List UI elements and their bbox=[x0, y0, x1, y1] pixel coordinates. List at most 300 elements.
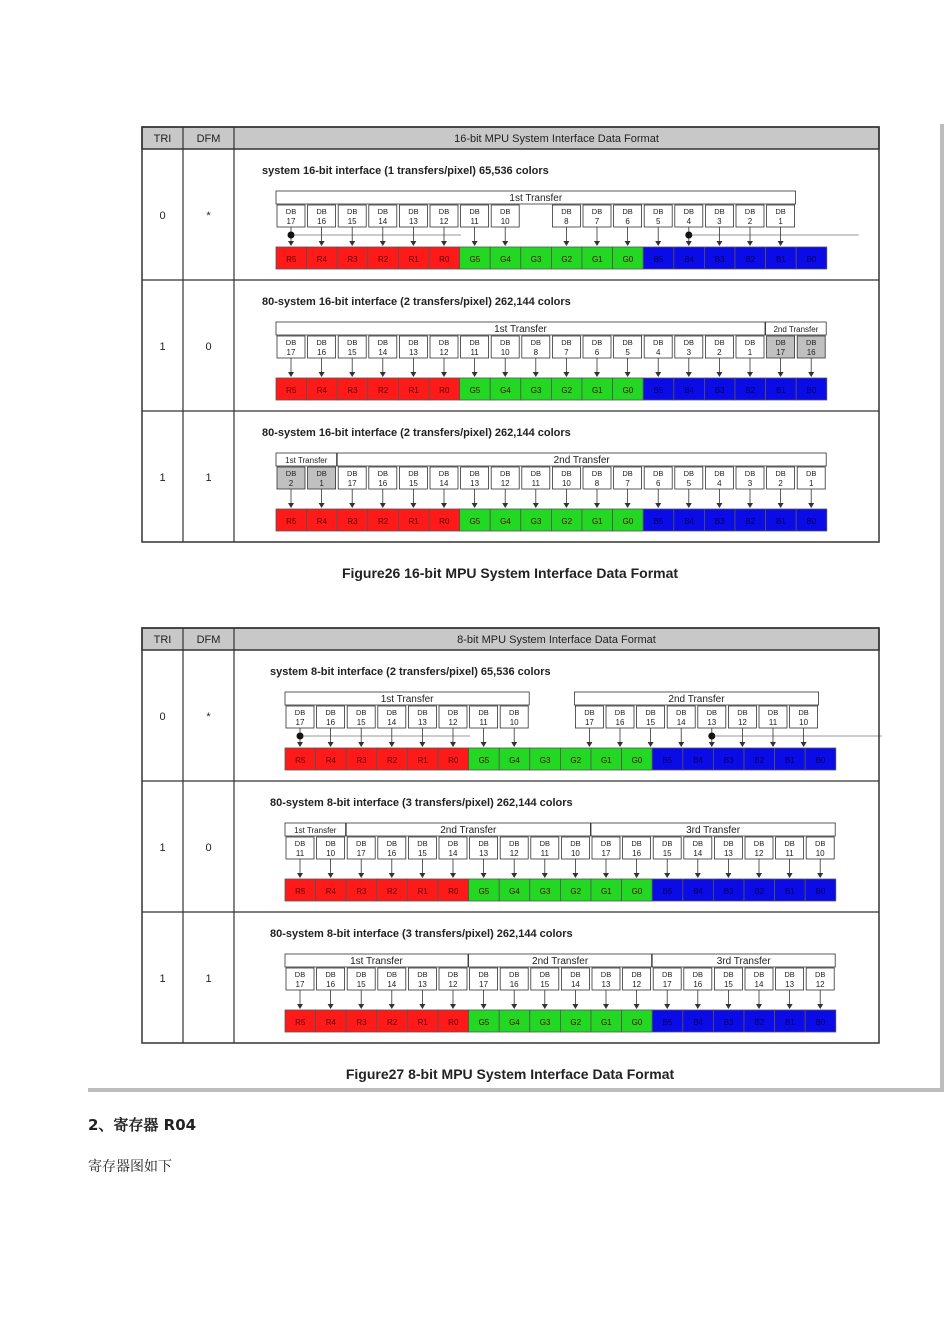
db-number: 13 bbox=[408, 348, 418, 357]
db-number: 2 bbox=[778, 479, 783, 488]
pixel-label: B1 bbox=[776, 517, 786, 526]
arrow-down-icon bbox=[563, 241, 569, 246]
pixel-label: B1 bbox=[785, 1018, 795, 1027]
row-heading: system 16-bit interface (1 transfers/pixel) 65,536 colors bbox=[262, 165, 549, 177]
arrow-down-icon bbox=[716, 241, 722, 246]
arrow-down-icon bbox=[664, 1004, 670, 1009]
arrow-down-icon bbox=[739, 742, 745, 747]
arrow-down-icon bbox=[542, 1004, 548, 1009]
pixel-label: R3 bbox=[347, 386, 358, 395]
arrow-down-icon bbox=[481, 742, 487, 747]
db-number: 16 bbox=[693, 980, 703, 989]
db-number: 13 bbox=[723, 849, 733, 858]
db-number: 14 bbox=[754, 980, 764, 989]
db-prefix: DB bbox=[386, 839, 398, 848]
pixel-label: R4 bbox=[316, 255, 328, 264]
pixel-label: B4 bbox=[684, 386, 694, 395]
pixel-label: G4 bbox=[500, 386, 511, 395]
arrow-down-icon bbox=[410, 372, 416, 377]
db-prefix: DB bbox=[631, 970, 642, 979]
db-number: 14 bbox=[387, 980, 397, 989]
pixel-label: B2 bbox=[754, 1018, 765, 1027]
pixel-label: R2 bbox=[377, 517, 389, 526]
pixel-label: R3 bbox=[347, 517, 358, 526]
pixel-label: B1 bbox=[785, 756, 795, 765]
pixel-label: G1 bbox=[600, 1018, 612, 1027]
arrow-down-icon bbox=[288, 503, 294, 508]
db-prefix: DB bbox=[744, 338, 756, 347]
arrow-down-icon bbox=[389, 1004, 395, 1009]
db-number: 13 bbox=[417, 718, 427, 727]
arrow-down-icon bbox=[380, 372, 386, 377]
arrow-down-icon bbox=[472, 241, 478, 246]
pixel-label: G5 bbox=[469, 255, 481, 264]
pixel-label: B3 bbox=[723, 887, 734, 896]
db-number: 17 bbox=[662, 980, 672, 989]
db-prefix: DB bbox=[591, 338, 603, 347]
db-number: 17 bbox=[295, 718, 305, 727]
db-prefix: DB bbox=[478, 970, 489, 979]
db-prefix: DB bbox=[325, 708, 336, 717]
pixel-label: B3 bbox=[714, 517, 725, 526]
header-dfm: DFM bbox=[196, 634, 221, 646]
arrow-down-icon bbox=[808, 372, 814, 377]
body-text: 寄存器图如下 bbox=[88, 1159, 172, 1175]
arrow-down-icon bbox=[686, 241, 692, 246]
pixel-label: G1 bbox=[600, 887, 612, 896]
arrow-down-icon bbox=[511, 1004, 517, 1009]
db-number: 13 bbox=[417, 980, 427, 989]
db-prefix: DB bbox=[438, 338, 450, 347]
arrow-down-icon bbox=[450, 1004, 456, 1009]
db-number: 17 bbox=[286, 348, 296, 357]
db-prefix: DB bbox=[469, 207, 480, 216]
pixel-label: B1 bbox=[776, 255, 786, 264]
db-number: 2 bbox=[717, 348, 722, 357]
db-number: 15 bbox=[408, 479, 418, 488]
arrow-down-icon bbox=[419, 1004, 425, 1009]
pixel-label: G4 bbox=[509, 1018, 520, 1027]
db-prefix: DB bbox=[622, 469, 633, 478]
pixel-label: R5 bbox=[286, 386, 297, 395]
db-prefix: DB bbox=[469, 338, 480, 347]
arrow-down-icon bbox=[380, 241, 386, 246]
db-number: 12 bbox=[737, 718, 747, 727]
pixel-label: R4 bbox=[316, 517, 328, 526]
arrow-down-icon bbox=[511, 873, 517, 878]
db-number: 12 bbox=[448, 718, 458, 727]
arrow-down-icon bbox=[695, 873, 701, 878]
db-number: 16 bbox=[317, 348, 327, 357]
arrow-down-icon bbox=[349, 241, 355, 246]
db-prefix: DB bbox=[591, 469, 603, 478]
arrow-down-icon bbox=[441, 241, 447, 246]
pixel-label: B5 bbox=[653, 386, 664, 395]
row-dfm: * bbox=[206, 711, 211, 723]
figure-1 bbox=[142, 127, 879, 581]
arrow-down-icon bbox=[319, 372, 325, 377]
db-prefix: DB bbox=[447, 970, 459, 979]
arrow-down-icon bbox=[664, 873, 670, 878]
arrow-down-icon bbox=[328, 742, 334, 747]
transfer-label: 1st Transfer bbox=[350, 956, 403, 967]
db-prefix: DB bbox=[499, 338, 511, 347]
arrow-down-icon bbox=[617, 742, 623, 747]
db-number: 17 bbox=[776, 348, 786, 357]
db-prefix: DB bbox=[737, 708, 748, 717]
db-number: 11 bbox=[470, 217, 479, 226]
pixel-label: B2 bbox=[754, 756, 765, 765]
arrow-down-icon bbox=[756, 873, 762, 878]
db-prefix: DB bbox=[652, 338, 664, 347]
db-prefix: DB bbox=[539, 970, 551, 979]
pixel-label: B0 bbox=[806, 386, 817, 395]
arrow-down-icon bbox=[678, 742, 684, 747]
pixel-label: G0 bbox=[631, 887, 643, 896]
db-number: 13 bbox=[470, 479, 480, 488]
db-number: 16 bbox=[509, 980, 519, 989]
arrow-down-icon bbox=[297, 1004, 303, 1009]
db-number: 3 bbox=[717, 217, 722, 226]
pixel-label: R4 bbox=[316, 386, 328, 395]
header-tri: TRI bbox=[153, 634, 172, 646]
db-number: 16 bbox=[806, 348, 816, 357]
db-prefix: DB bbox=[775, 207, 786, 216]
db-prefix: DB bbox=[316, 469, 327, 478]
pixel-label: G2 bbox=[570, 756, 582, 765]
db-number: 15 bbox=[356, 980, 366, 989]
arrow-down-icon bbox=[419, 873, 425, 878]
pixel-label: B0 bbox=[815, 887, 826, 896]
arrow-down-icon bbox=[655, 503, 661, 508]
pixel-label: R5 bbox=[286, 255, 297, 264]
db-prefix: DB bbox=[377, 469, 389, 478]
transfer-label: 2nd Transfer bbox=[668, 694, 725, 705]
pixel-label: G2 bbox=[561, 386, 573, 395]
db-prefix: DB bbox=[530, 469, 542, 478]
pixel-label: G5 bbox=[478, 1018, 490, 1027]
db-prefix: DB bbox=[478, 708, 489, 717]
pixel-label: B5 bbox=[662, 756, 673, 765]
db-number: 3 bbox=[747, 479, 753, 488]
db-prefix: DB bbox=[285, 207, 297, 216]
db-prefix: DB bbox=[408, 207, 419, 216]
arrow-down-icon bbox=[787, 873, 793, 878]
pixel-label: G4 bbox=[500, 255, 511, 264]
db-number: 17 bbox=[356, 849, 366, 858]
pixel-label: R0 bbox=[448, 887, 459, 896]
pixel-label: R1 bbox=[417, 756, 428, 765]
arrow-down-icon bbox=[572, 1004, 578, 1009]
pixel-label: B5 bbox=[662, 1018, 673, 1027]
db-prefix: DB bbox=[561, 469, 572, 478]
transfer-label: 1st Transfer bbox=[494, 324, 547, 335]
arrow-down-icon bbox=[328, 1004, 334, 1009]
db-number: 15 bbox=[723, 980, 733, 989]
pixel-label: G3 bbox=[539, 756, 551, 765]
db-number: 10 bbox=[799, 718, 809, 727]
db-prefix: DB bbox=[692, 970, 704, 979]
db-number: 14 bbox=[378, 348, 388, 357]
db-number: 15 bbox=[417, 849, 427, 858]
arrow-down-icon bbox=[725, 1004, 731, 1009]
db-prefix: DB bbox=[438, 207, 450, 216]
pixel-label: B1 bbox=[776, 386, 786, 395]
figure-title: 8-bit MPU System Interface Data Format bbox=[457, 634, 656, 646]
db-number: 2 bbox=[747, 217, 753, 226]
transfer-label: 2nd Transfer bbox=[553, 455, 610, 466]
db-number: 15 bbox=[356, 718, 366, 727]
db-number: 14 bbox=[387, 718, 397, 727]
db-prefix: DB bbox=[683, 207, 695, 216]
transfer-label: 2nd Transfer bbox=[532, 956, 589, 967]
pixel-label: R4 bbox=[325, 756, 337, 765]
row-dfm: 0 bbox=[205, 341, 212, 353]
arrow-down-icon bbox=[472, 372, 478, 377]
pixel-label: R0 bbox=[448, 1018, 459, 1027]
db-prefix: DB bbox=[784, 839, 795, 848]
arrow-down-icon bbox=[288, 241, 294, 246]
arrow-down-icon bbox=[603, 873, 609, 878]
pixel-label: R2 bbox=[386, 887, 398, 896]
row-heading: 80-system 16-bit interface (2 transfers/pixel) 262,144 colors bbox=[262, 296, 571, 308]
db-number: 17 bbox=[584, 718, 594, 727]
db-number: 13 bbox=[479, 849, 489, 858]
db-number: 14 bbox=[693, 849, 703, 858]
db-prefix: DB bbox=[661, 839, 673, 848]
pixel-label: R4 bbox=[325, 887, 337, 896]
format-row bbox=[142, 781, 879, 901]
db-number: 15 bbox=[347, 217, 357, 226]
db-number: 12 bbox=[815, 980, 825, 989]
arrow-down-icon bbox=[778, 372, 784, 377]
pixel-label: G3 bbox=[530, 517, 542, 526]
row-heading: 80-system 16-bit interface (2 transfers/pixel) 262,144 colors bbox=[262, 427, 571, 439]
db-number: 4 bbox=[655, 348, 661, 357]
arrow-down-icon bbox=[716, 503, 722, 508]
format-row bbox=[142, 411, 879, 531]
arrow-down-icon bbox=[756, 1004, 762, 1009]
db-number: 12 bbox=[448, 980, 458, 989]
arrow-down-icon bbox=[603, 1004, 609, 1009]
db-prefix: DB bbox=[723, 839, 734, 848]
arrow-down-icon bbox=[441, 372, 447, 377]
pixel-label: R3 bbox=[356, 756, 367, 765]
db-prefix: DB bbox=[508, 970, 520, 979]
db-number: 15 bbox=[646, 718, 656, 727]
db-prefix: DB bbox=[798, 708, 809, 717]
arrow-down-icon bbox=[563, 503, 569, 508]
db-number: 7 bbox=[564, 348, 569, 357]
db-number: 14 bbox=[676, 718, 686, 727]
figure-caption: Figure26 16-bit MPU System Interface Data Format bbox=[341, 565, 679, 581]
arrow-down-icon bbox=[481, 1004, 487, 1009]
row-tri: 1 bbox=[159, 341, 166, 353]
db-number: 10 bbox=[815, 849, 825, 858]
row-dfm: 1 bbox=[205, 472, 212, 484]
db-prefix: DB bbox=[499, 469, 511, 478]
db-number: 12 bbox=[439, 348, 449, 357]
pixel-label: R2 bbox=[386, 756, 398, 765]
db-number: 4 bbox=[686, 217, 692, 226]
header-tri: TRI bbox=[153, 133, 172, 145]
db-prefix: DB bbox=[316, 338, 327, 347]
row-tri: 0 bbox=[159, 711, 166, 723]
pixel-label: B4 bbox=[693, 887, 703, 896]
arrow-down-icon bbox=[358, 742, 364, 747]
db-prefix: DB bbox=[614, 708, 626, 717]
db-number: 16 bbox=[326, 718, 336, 727]
pixel-label: G4 bbox=[500, 517, 511, 526]
db-number: 12 bbox=[439, 217, 449, 226]
arrow-down-icon bbox=[747, 372, 753, 377]
pixel-label: R1 bbox=[417, 1018, 428, 1027]
pixel-label: G1 bbox=[591, 517, 603, 526]
db-prefix: DB bbox=[814, 970, 826, 979]
arrow-down-icon bbox=[319, 241, 325, 246]
arrow-down-icon bbox=[472, 503, 478, 508]
pixel-label: G3 bbox=[539, 887, 551, 896]
pixel-label: G4 bbox=[509, 887, 520, 896]
figure-caption: Figure27 8-bit MPU System Interface Data Format bbox=[345, 1066, 675, 1082]
row-heading: system 8-bit interface (2 transfers/pixel) 65,536 colors bbox=[270, 666, 551, 678]
db-number: 10 bbox=[570, 849, 580, 858]
db-number: 10 bbox=[561, 479, 571, 488]
pixel-label: G5 bbox=[478, 756, 490, 765]
db-number: 1 bbox=[808, 479, 814, 488]
pixel-label: G0 bbox=[631, 1018, 643, 1027]
db-number: 12 bbox=[632, 980, 642, 989]
db-number: 12 bbox=[509, 849, 519, 858]
db-prefix: DB bbox=[753, 970, 765, 979]
db-number: 17 bbox=[295, 980, 305, 989]
db-prefix: DB bbox=[814, 839, 826, 848]
arrow-down-icon bbox=[686, 372, 692, 377]
row-tri: 1 bbox=[159, 973, 166, 985]
db-prefix: DB bbox=[683, 469, 695, 478]
pixel-label: G4 bbox=[509, 756, 520, 765]
db-prefix: DB bbox=[661, 970, 673, 979]
db-number: 6 bbox=[594, 348, 600, 357]
pixel-label: R0 bbox=[439, 517, 450, 526]
pixel-label: B3 bbox=[723, 1018, 734, 1027]
arrow-down-icon bbox=[572, 873, 578, 878]
arrow-down-icon bbox=[410, 241, 416, 246]
pixel-label: B4 bbox=[684, 255, 694, 264]
arrow-down-icon bbox=[747, 503, 753, 508]
db-number: 17 bbox=[479, 980, 489, 989]
arrow-down-icon bbox=[502, 241, 508, 246]
pixel-label: G1 bbox=[591, 255, 603, 264]
db-number: 4 bbox=[717, 479, 722, 488]
db-prefix: DB bbox=[631, 839, 642, 848]
db-prefix: DB bbox=[508, 708, 520, 717]
db-prefix: DB bbox=[294, 970, 306, 979]
pixel-label: B1 bbox=[785, 887, 795, 896]
pixel-label: G0 bbox=[622, 255, 634, 264]
db-prefix: DB bbox=[469, 469, 480, 478]
db-prefix: DB bbox=[561, 207, 572, 216]
pixel-label: R2 bbox=[377, 386, 389, 395]
pixel-label: R0 bbox=[448, 756, 459, 765]
format-row bbox=[159, 666, 881, 770]
arrow-down-icon bbox=[801, 742, 807, 747]
arrow-down-icon bbox=[778, 503, 784, 508]
db-number: 11 bbox=[540, 849, 549, 858]
arrow-down-icon bbox=[297, 873, 303, 878]
arrow-down-icon bbox=[634, 873, 640, 878]
pixel-label: B0 bbox=[806, 255, 817, 264]
db-number: 3 bbox=[686, 348, 692, 357]
pixel-label: B2 bbox=[745, 386, 756, 395]
pixel-label: R5 bbox=[286, 517, 297, 526]
db-prefix: DB bbox=[539, 839, 551, 848]
row-tri: 0 bbox=[159, 210, 166, 222]
arrow-down-icon bbox=[716, 372, 722, 377]
db-prefix: DB bbox=[386, 708, 398, 717]
arrow-down-icon bbox=[655, 241, 661, 246]
db-prefix: DB bbox=[499, 207, 511, 216]
arrow-down-icon bbox=[511, 742, 517, 747]
db-number: 10 bbox=[326, 849, 336, 858]
db-number: 11 bbox=[768, 718, 778, 727]
db-number: 13 bbox=[707, 718, 717, 727]
pixel-label: B4 bbox=[684, 517, 694, 526]
pixel-label: G2 bbox=[570, 887, 582, 896]
db-number: 14 bbox=[448, 849, 458, 858]
db-prefix: DB bbox=[714, 207, 725, 216]
db-prefix: DB bbox=[706, 708, 718, 717]
row-heading: 80-system 8-bit interface (3 transfers/pixel) 262,144 colors bbox=[270, 797, 573, 809]
db-prefix: DB bbox=[600, 970, 612, 979]
db-prefix: DB bbox=[622, 207, 633, 216]
db-number: 6 bbox=[625, 217, 630, 226]
db-number: 16 bbox=[615, 718, 625, 727]
db-prefix: DB bbox=[723, 970, 734, 979]
arrow-down-icon bbox=[725, 873, 731, 878]
pixel-label: B0 bbox=[815, 1018, 826, 1027]
db-prefix: DB bbox=[355, 708, 367, 717]
db-prefix: DB bbox=[377, 207, 389, 216]
pixel-label: B5 bbox=[653, 517, 664, 526]
pixel-label: B5 bbox=[662, 887, 673, 896]
row-dfm: * bbox=[206, 210, 211, 222]
db-number: 13 bbox=[408, 217, 418, 226]
db-number: 14 bbox=[378, 217, 388, 226]
db-prefix: DB bbox=[438, 469, 450, 478]
pixel-label: R1 bbox=[417, 887, 428, 896]
db-prefix: DB bbox=[744, 469, 756, 478]
db-number: 10 bbox=[509, 718, 519, 727]
transfer-label: 2nd Transfer bbox=[773, 325, 819, 334]
pixel-label: G1 bbox=[591, 386, 603, 395]
arrow-down-icon bbox=[542, 873, 548, 878]
arrow-down-icon bbox=[634, 1004, 640, 1009]
transfer-label: 3rd Transfer bbox=[716, 956, 771, 967]
arrow-down-icon bbox=[625, 241, 631, 246]
pixel-label: G3 bbox=[539, 1018, 551, 1027]
db-prefix: DB bbox=[645, 708, 656, 717]
format-row bbox=[142, 912, 879, 1032]
pixel-label: G5 bbox=[469, 517, 481, 526]
arrow-down-icon bbox=[747, 241, 753, 246]
pixel-label: R2 bbox=[377, 255, 389, 264]
transfer-label: 1st Transfer bbox=[285, 456, 328, 465]
db-number: 1 bbox=[778, 217, 783, 226]
arrow-down-icon bbox=[648, 742, 654, 747]
pixel-label: B5 bbox=[653, 255, 664, 264]
db-number: 11 bbox=[470, 348, 479, 357]
